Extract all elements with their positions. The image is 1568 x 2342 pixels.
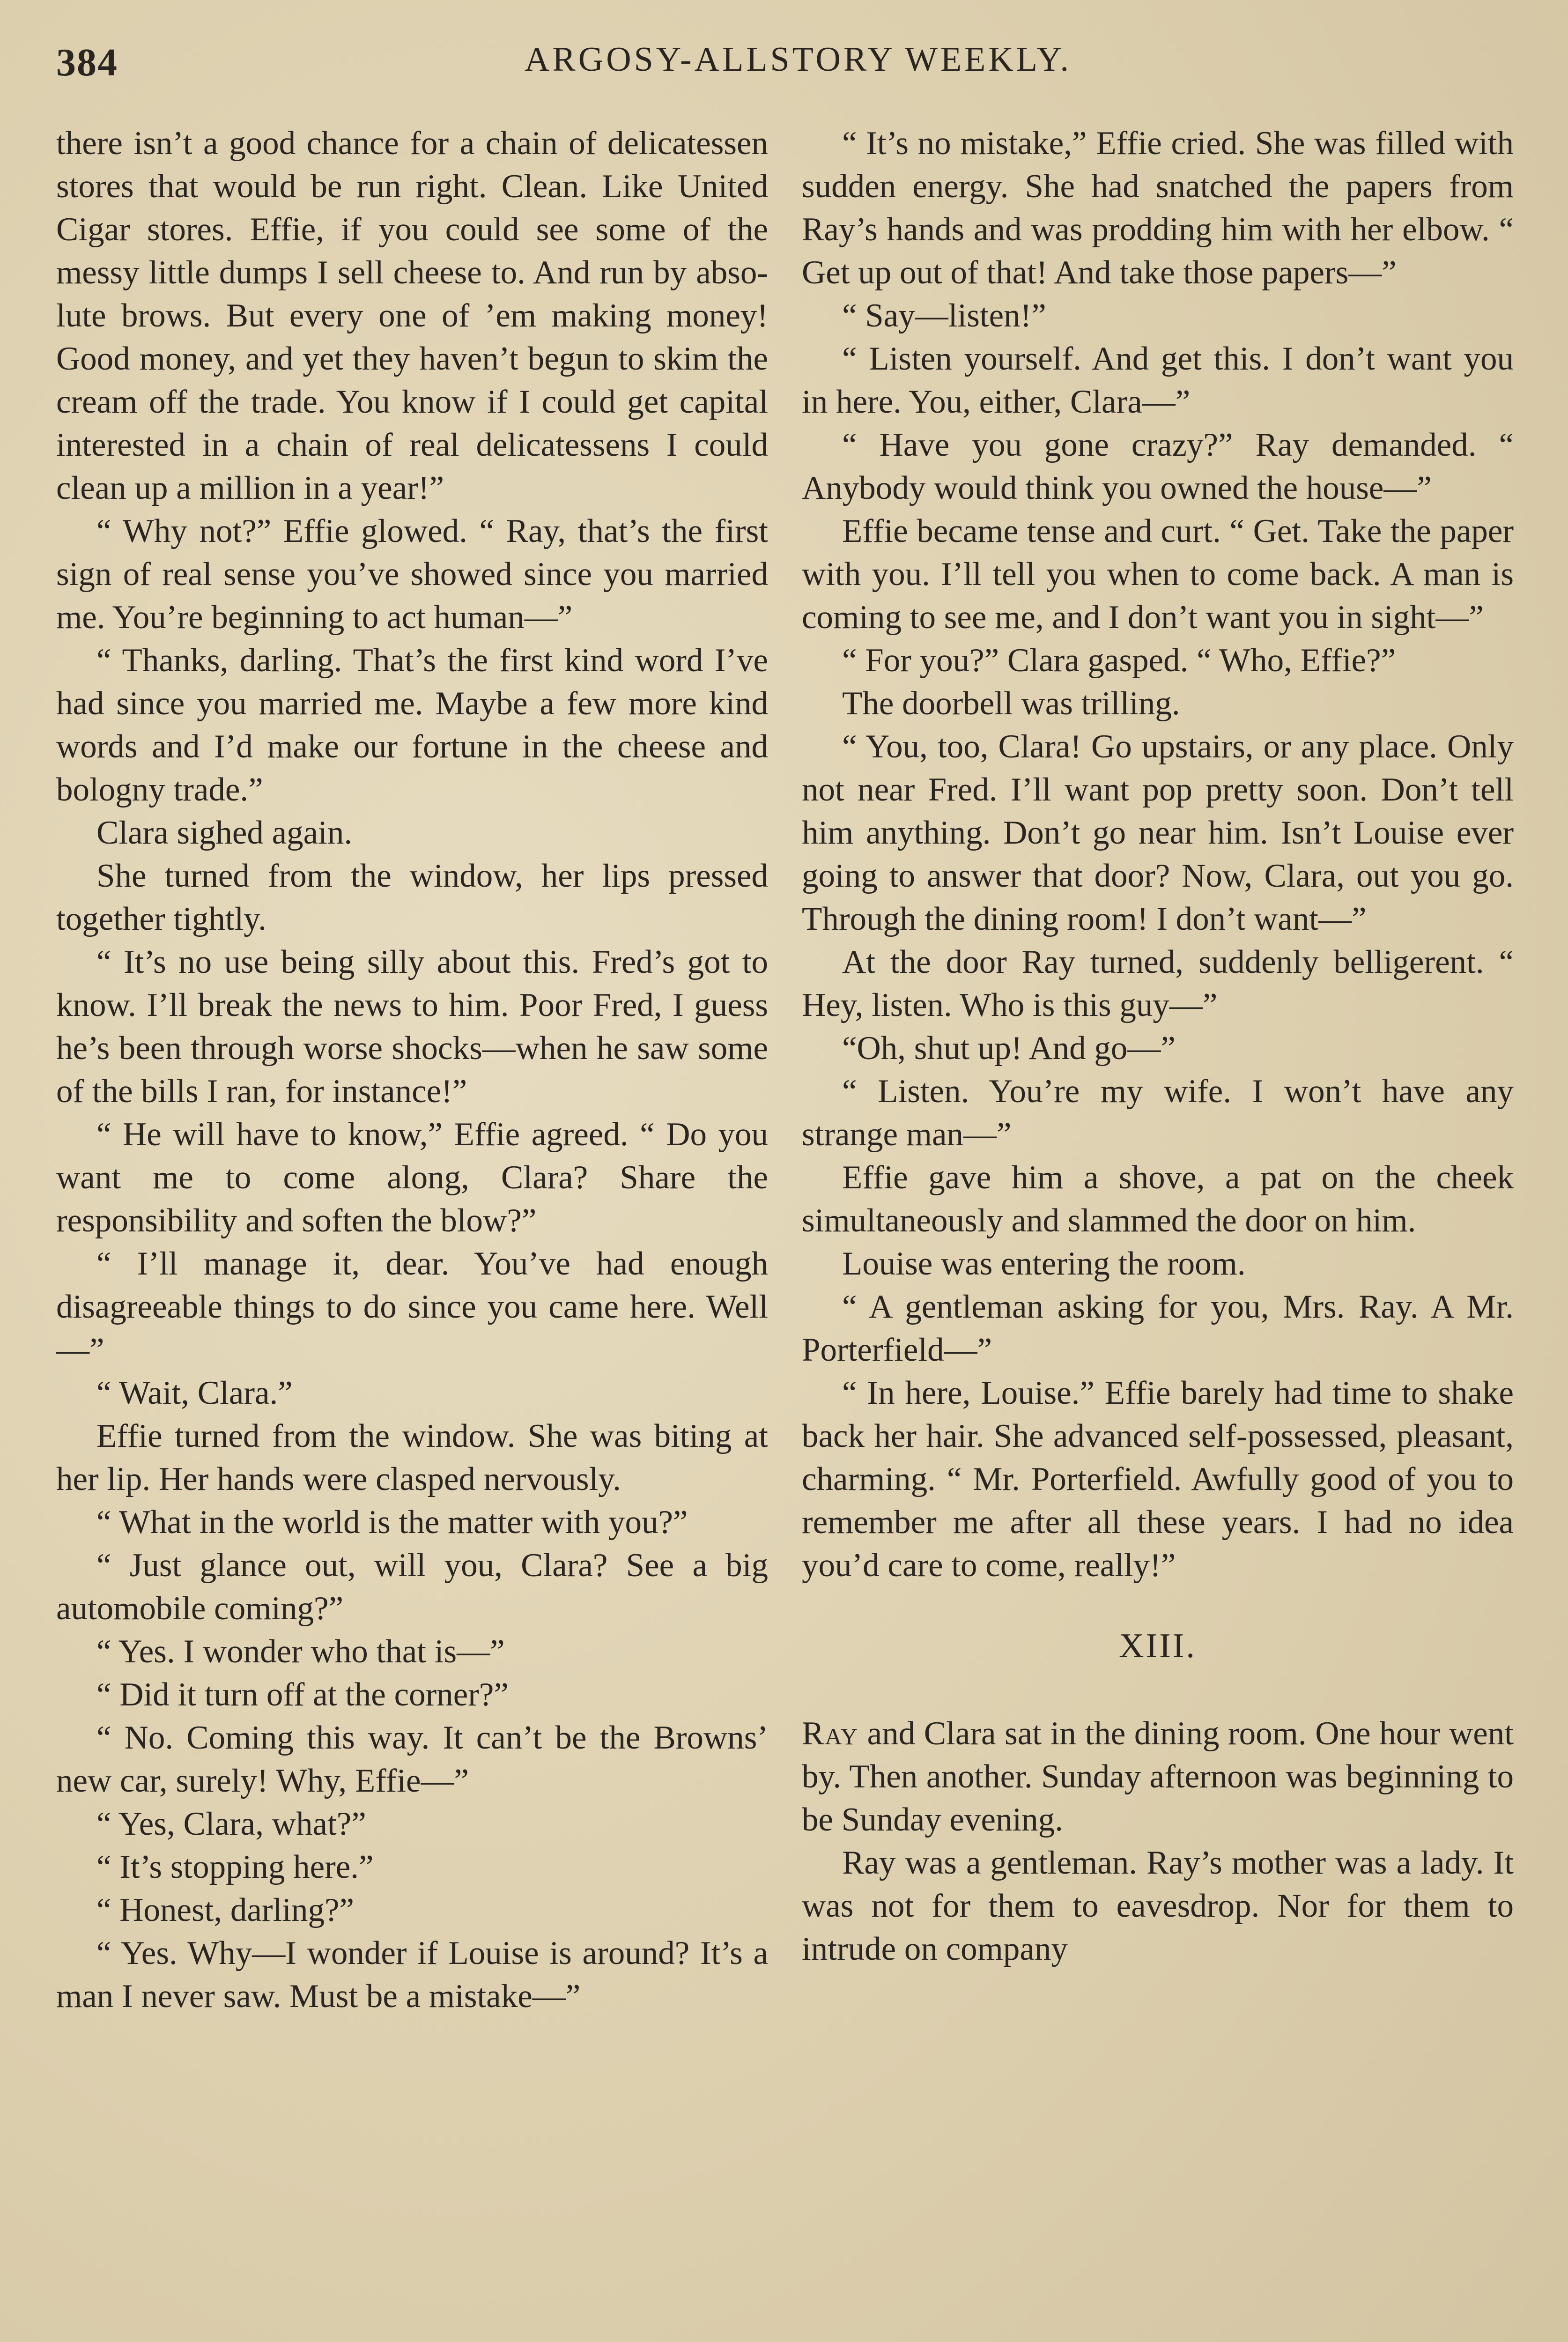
paragraph: “ Say—listen!” — [842, 297, 1046, 334]
paragraph: “ It’s no mistake,” Effie cried. She was filled with sudden energy. She had snatched the papers from Ray’s hands and was prodding him with her elbow. “ Get up out of that! And take those papers—” — [802, 125, 1514, 291]
paragraph: Effie became tense and curt. “ Get. Take the paper with you. I’ll tell you when to come back. A man is coming to see me, and I don’t want you in sight—” — [802, 513, 1514, 636]
paragraph: Effie turned from the window. She was biting at her lip. Her hands were clasped nervously. — [56, 1418, 768, 1497]
running-head: ARGOSY-ALLSTORY WEEKLY. — [524, 40, 1072, 79]
left-column — [56, 122, 768, 2018]
paragraph: “ Yes. I wonder who that is—” — [96, 1633, 505, 1670]
paragraph: Clara sighed again. — [96, 815, 353, 851]
right-column-paragraphs — [802, 122, 1514, 1587]
paragraph: “ A gentleman asking for you, Mrs. Ray. A Mr. Porterfield—” — [802, 1289, 1514, 1368]
paragraph: “ I’ll manage it, dear. You’ve had enough disagreeable things to do since you came here. Well—” — [56, 1245, 768, 1368]
paragraph: “ No. Coming this way. It can’t be the Browns’ new car, surely! Why, Effie—” — [56, 1719, 768, 1799]
paragraph: At the door Ray turned, suddenly belligerent. “ Hey, listen. Who is this guy—” — [802, 944, 1514, 1023]
paragraph: “ Listen. You’re my wife. I won’t have any strange man—” — [802, 1073, 1514, 1153]
paragraph: “ Thanks, darling. That’s the first kind word I’ve had since you married me. Maybe a few more kind words and I’d make our fortune in the cheese and bologny trade.” — [56, 642, 768, 808]
chapter-lead-word: Ray — [802, 1715, 858, 1752]
paragraph: “ Yes. Why—I wonder if Louise is around? It’s a man I never saw. Must be a mistake—” — [56, 1935, 768, 2015]
paragraph: Effie gave him a shove, a pat on the cheek simultaneously and slammed the door on him. — [802, 1159, 1514, 1239]
paragraph: She turned from the window, her lips pressed together tightly. — [56, 858, 768, 937]
paragraph: “ In here, Louise.” Effie barely had time to shake back her hair. She advanced self-possessed, pleasant, charming. “ Mr. Porterfield. Awfully good of you to remember me after all these years. I had no idea you’d care to come, really!” — [802, 1375, 1514, 1584]
paragraph: “ It’s no use being silly about this. Fred’s got to know. I’ll break the news to him. Poor Fred, I guess he’s been through worse shocks—when he saw some of the bills I ran, for instance!” — [56, 944, 768, 1110]
paragraph: “Oh, shut up! And go—” — [842, 1030, 1176, 1067]
paragraph: “ Did it turn off at the corner?” — [96, 1676, 509, 1713]
page-header — [52, 40, 1516, 96]
paragraph: “ He will have to know,” Effie agreed. “ Do you want me to come along, Clara? Share the responsibility and soften the blow?” — [56, 1116, 768, 1239]
paragraph: Ray was a gentleman. Ray’s mother was a lady. It was not for them to eavesdrop. Nor for them to intrude on company — [802, 1845, 1514, 1967]
paragraph: there isn’t a good chance for a chain of delicatessen stores that would be run right. Clean. Like United Cigar stores. Effie, if you could see some of the messy little dumps I sell cheese to. And run by absolute brows. But every one of ’em making money! Good money, and yet they haven’t begun to skim the cream off the trade. You know if I could get capital interested in a chain of real delicatessens I could clean up a million in a year!” — [56, 125, 768, 506]
paragraph: “ Yes, Clara, what?” — [96, 1806, 366, 1842]
paragraph: “ For you?” Clara gasped. “ Who, Effie?” — [842, 642, 1396, 679]
paragraph: “ Listen yourself. And get this. I don’t want you in here. You, either, Clara—” — [802, 341, 1514, 420]
chapter-first-paragraph-text: and Clara sat in the dining room. One hour went by. Then another. Sunday afternoon was beginning to be Sunday evening. — [802, 1715, 1514, 1838]
paragraph: The doorbell was trilling. — [842, 685, 1180, 722]
chapter-first-paragraph — [802, 1712, 1514, 1841]
paragraph: “ It’s stopping here.” — [96, 1849, 374, 1885]
paragraph: Louise was entering the room. — [842, 1245, 1246, 1282]
right-column — [802, 122, 1514, 1971]
paragraph: “ What in the world is the matter with you?” — [96, 1504, 688, 1541]
paragraph: “ Just glance out, will you, Clara? See a big automobile coming?” — [56, 1547, 768, 1627]
paragraph: “ You, too, Clara! Go upstairs, or any place. Only not near Fred. I’ll want pop pretty soon. Don’t tell him anything. Don’t go near him. Isn’t Louise ever going to answer that door? Now, Clara, out you go. Through the dining room! I don’t want—” — [802, 728, 1514, 937]
paragraph: “ Have you gone crazy?” Ray demanded. “ Anybody would think you owned the house—” — [802, 427, 1514, 506]
page-number: 384 — [56, 41, 118, 84]
paragraph: “ Wait, Clara.” — [96, 1375, 293, 1411]
paragraph: “ Why not?” Effie glowed. “ Ray, that’s the first sign of real sense you’ve showed since you married me. You’re beginning to act human—” — [56, 513, 768, 636]
chapter-heading: XIII. — [1119, 1627, 1197, 1665]
chapter-paragraphs — [802, 1841, 1514, 1971]
paragraph: “ Honest, darling?” — [96, 1892, 355, 1928]
